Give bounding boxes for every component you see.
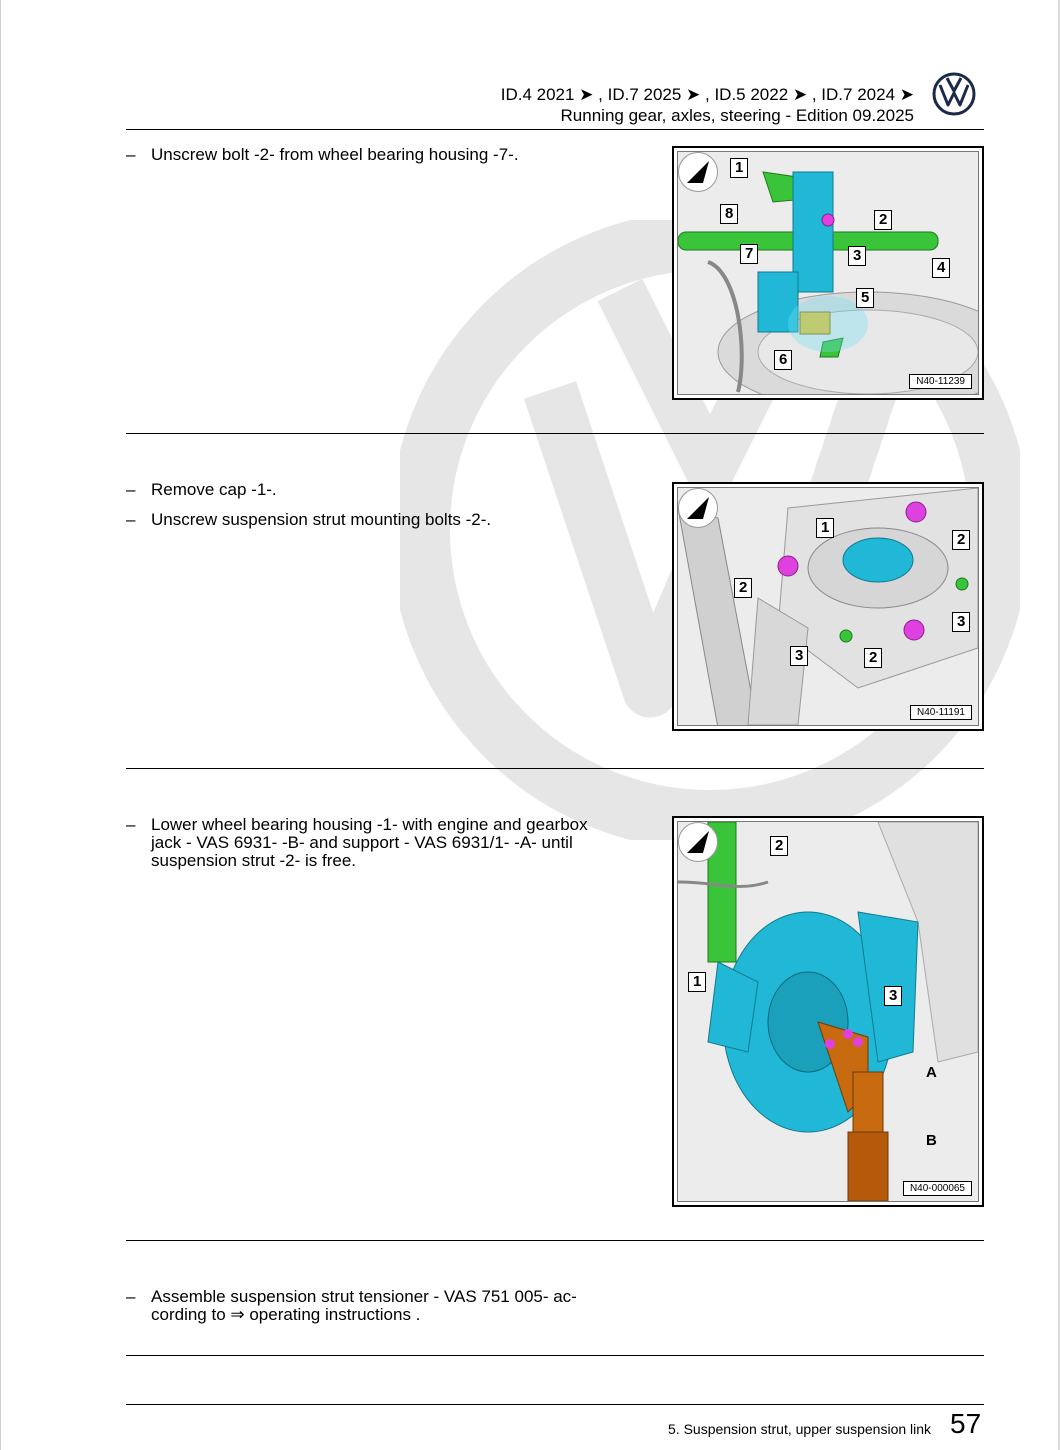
- page-number: 57: [950, 1408, 982, 1439]
- callout-2-bottom: 2: [864, 648, 882, 668]
- footer-section-title: 5. Suspension strut, upper suspension link: [668, 1421, 932, 1437]
- callout-3: 3: [884, 986, 902, 1006]
- step-text: Lower wheel bearing housing -1- with engine and gearbox jack - VAS 6931- -B- and support - VAS 6931/1- -A- until suspension strut -2- is free.: [151, 815, 588, 870]
- step-dash: –: [126, 145, 136, 164]
- callout-2: 2: [770, 836, 788, 856]
- callout-2: 2: [874, 210, 892, 230]
- section-rule: [126, 1240, 984, 1241]
- step-dash: –: [126, 510, 136, 529]
- callout-3-left: 3: [790, 646, 808, 666]
- figure-illustration: [677, 487, 979, 726]
- footer-rule: [126, 1404, 984, 1405]
- page-edge-left: [0, 0, 1, 1450]
- models-line: ID.4 2021 ➤ , ID.7 2025 ➤ , ID.5 2022 ➤ , ID.7 2024 ➤: [500, 85, 914, 104]
- callout-a: A: [926, 1064, 937, 1081]
- callout-7: 7: [740, 244, 758, 264]
- callout-6: 6: [774, 350, 792, 370]
- figure-id: N40-11191: [910, 705, 972, 720]
- view-direction-icon: [678, 488, 718, 528]
- view-direction-icon: [678, 152, 718, 192]
- step-dash: –: [126, 1287, 136, 1306]
- header-rule: [126, 129, 984, 130]
- figure-strut-top-mount: [672, 482, 984, 731]
- callout-1: 1: [816, 518, 834, 538]
- callout-8: 8: [720, 204, 738, 224]
- document-subtitle: Running gear, axles, steering - Edition 09.2025: [560, 106, 914, 125]
- figure-lower-bearing-housing: [672, 816, 984, 1207]
- step-text: Unscrew bolt -2- from wheel bearing housing -7-.: [151, 145, 519, 164]
- figure-id: N40-000065: [903, 1181, 972, 1196]
- section-rule: [126, 768, 984, 769]
- callout-5: 5: [856, 288, 874, 308]
- step-text: Remove cap -1-.: [151, 480, 277, 499]
- callout-b: B: [926, 1132, 937, 1149]
- callout-1: 1: [730, 158, 748, 178]
- section-rule: [126, 433, 984, 434]
- callout-4: 4: [932, 258, 950, 278]
- figure-illustration: [677, 821, 979, 1202]
- callout-3-right: 3: [952, 612, 970, 632]
- callout-1: 1: [688, 972, 706, 992]
- figure-id: N40-11239: [909, 374, 972, 389]
- figure-illustration: [677, 151, 979, 395]
- step-dash: –: [126, 480, 136, 499]
- page-header: [126, 84, 914, 126]
- vw-logo: [932, 72, 976, 116]
- step-dash: –: [126, 815, 136, 834]
- step-text: Assemble suspension strut tensioner - VAS 751 005- ac-cording to ⇒ operating instructions .: [151, 1287, 577, 1324]
- step-text: Unscrew suspension strut mounting bolts -2-.: [151, 510, 492, 529]
- callout-2-right: 2: [952, 530, 970, 550]
- callout-2-left: 2: [734, 578, 752, 598]
- callout-3: 3: [848, 246, 866, 266]
- figure-strut-lower-bolt: [672, 146, 984, 400]
- view-direction-icon: [678, 822, 718, 862]
- section-rule: [126, 1355, 984, 1356]
